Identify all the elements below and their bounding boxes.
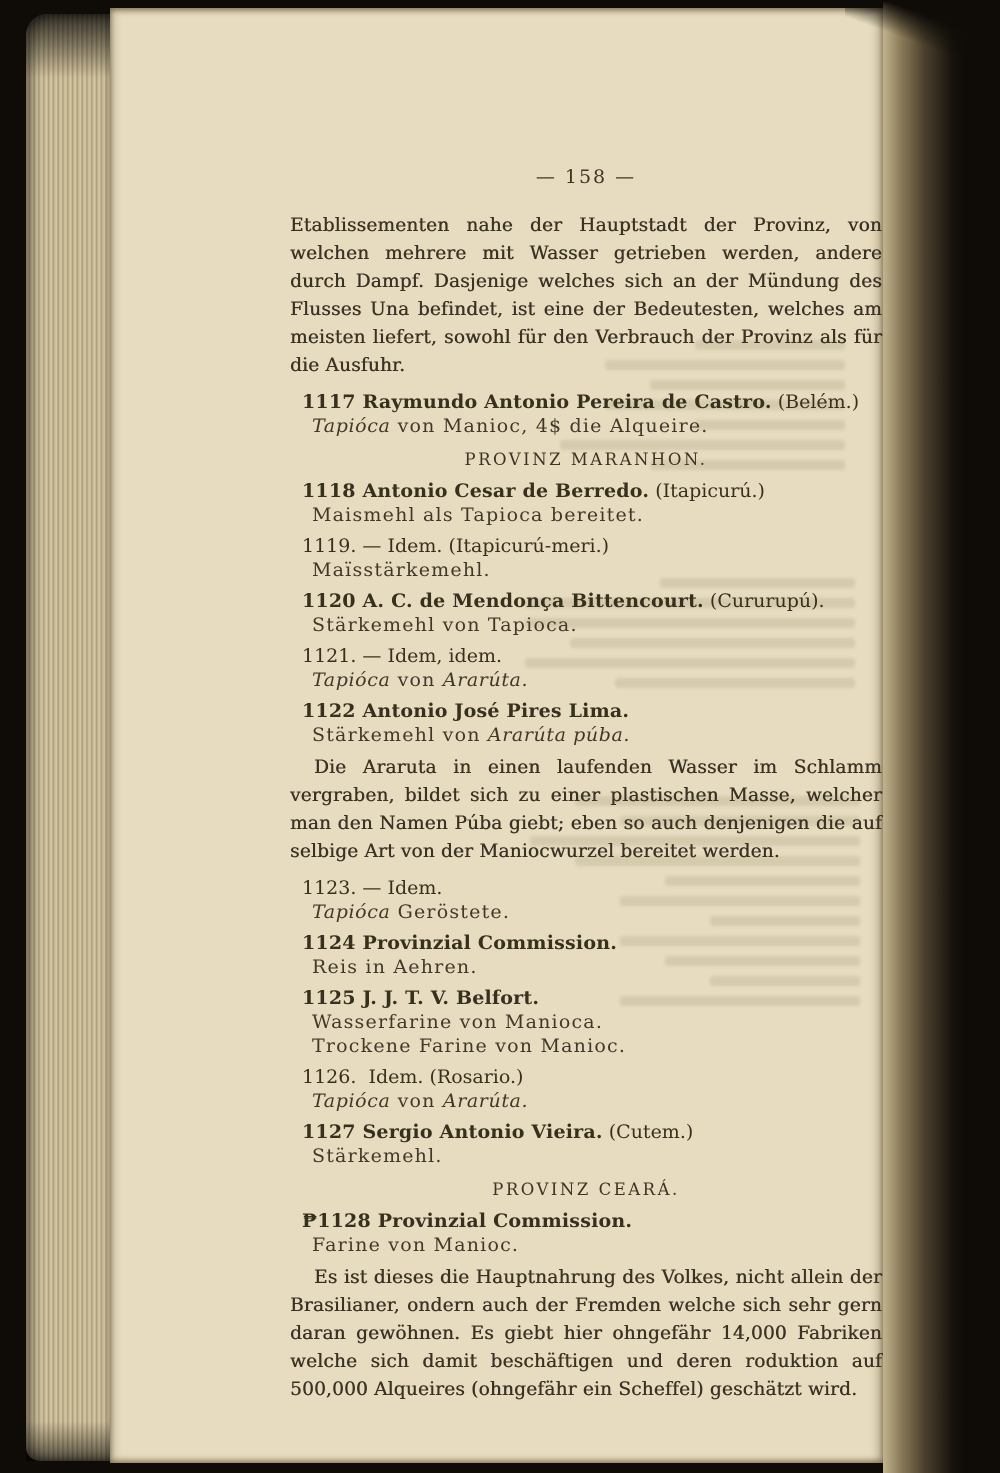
entry-heading (290, 931, 882, 955)
ceara-note-paragraph: Es ist dieses die Hauptnahrung des Volkes, nicht allein der Brasilianer, ondern auch der Fremden welche sich sehr gern daran gewöhnen. Es giebt hier ohngefähr 14,000 Fabriken welche sich damit beschäftigen und deren roduktion auf 500,000 Alqueires (ohngefähr ein Scheffel) geschätzt wird. (290, 1267, 882, 1400)
product-text: Farine von Manioc. (312, 1234, 520, 1256)
product-line (290, 668, 882, 692)
product-line (290, 613, 882, 637)
product-line (290, 1144, 882, 1168)
catalog-entry-1123 (290, 876, 882, 924)
product-italic: Tapióca (312, 669, 391, 691)
catalog-entry-1126 (290, 1065, 882, 1113)
exhibitor-name: 1127 Sergio Antonio Vieira. (302, 1121, 603, 1143)
product-line (290, 558, 882, 582)
product-italic: Ararúta púba. (487, 724, 631, 746)
entry-heading (290, 1120, 882, 1144)
exhibitor-name: 1125 J. J. T. V. Belfort. (302, 987, 540, 1009)
product-text: von Manioc, 4$ die Alqueire. (390, 415, 709, 437)
product-italic: Ararúta. (442, 669, 529, 691)
product-text: Stärkemehl. (312, 1145, 443, 1167)
catalog-entry-1119 (290, 534, 882, 582)
product-text: Geröstete. (390, 901, 511, 923)
product-line (290, 955, 882, 979)
product-line (290, 1034, 882, 1058)
product-italic: Ararúta. (442, 1090, 529, 1112)
exhibitor-name: 1118 Antonio Cesar de Berredo. (302, 480, 650, 502)
product-italic: Tapióca (312, 901, 391, 923)
page-number: — 158 — (535, 166, 637, 188)
product-text: Stärkemehl von Tapioca. (312, 614, 578, 636)
section-heading-maranhao: PROVINZ MARANHON. (464, 450, 708, 469)
page-text-block (290, 166, 882, 1414)
top-right-corner-shadow (845, 0, 965, 54)
book-page (110, 8, 883, 1463)
puba-note-paragraph: Die Araruta in einen laufenden Wasser im Schlamm vergraben, bildet sich zu einer plastischen Masse, welcher man den Namen Púba giebt; eben so auch denjenigen die auf selbige Art von der Maniocwurzel bereitet werden. (290, 757, 882, 862)
section-heading-ceara: PROVINZ CEARÁ. (492, 1180, 680, 1199)
exhibitor-location: (Cururupú). (703, 590, 825, 612)
intro-paragraph: Etablissementen nahe der Hauptstadt der Provinz, von welchen mehrere mit Wasser getrieben werden, andere durch Dampf. Dasjenige welches sich an der Mündung des Flusses Una befindet, ist eine der Bedeutesten, welches am meisten liefert, sowohl für den Verbrauch der Provinz als für die Ausfuhr. (290, 215, 882, 376)
catalog-entry-1127 (290, 1120, 882, 1168)
product-text: von (390, 669, 443, 691)
entry-heading (290, 479, 882, 503)
product-text: Maïsstärkemehl. (312, 559, 491, 581)
product-italic: Tapióca (312, 1090, 391, 1112)
entry-heading (290, 1065, 882, 1089)
catalog-entry-1128 (290, 1209, 882, 1257)
exhibitor-name: ₱1128 Provinzial Commission. (302, 1210, 633, 1232)
product-line (290, 723, 882, 747)
product-text: Trockene Farine von Manioc. (312, 1035, 627, 1057)
entry-heading (290, 534, 882, 558)
catalog-entry-1122 (290, 699, 882, 747)
catalog-entry-1117 (290, 390, 882, 438)
entry-idem-label: 1123. — Idem. (302, 877, 443, 899)
entry-idem-label: 1126. Idem. (Rosario.) (302, 1066, 524, 1088)
product-text: von (390, 1090, 443, 1112)
entry-idem-label: 1121. — Idem, idem. (302, 645, 503, 667)
product-line (290, 1089, 882, 1113)
exhibitor-location: (Cutem.) (602, 1121, 694, 1143)
entry-heading (290, 986, 882, 1010)
product-text: Stärkemehl von (312, 724, 488, 746)
exhibitor-location: (Itapicurú.) (649, 480, 765, 502)
product-line (290, 1233, 882, 1257)
catalog-entry-1121 (290, 644, 882, 692)
product-italic: Tapióca (312, 415, 391, 437)
product-line (290, 900, 882, 924)
entry-heading (290, 1209, 882, 1233)
entry-heading (290, 699, 882, 723)
product-text: Reis in Aehren. (312, 956, 478, 978)
entry-heading (290, 589, 882, 613)
exhibitor-name: 1122 Antonio José Pires Lima. (302, 700, 630, 722)
product-line (290, 414, 882, 438)
exhibitor-location: (Belém.) (771, 391, 860, 413)
catalog-entry-1120 (290, 589, 882, 637)
product-text: Wasserfarine von Manioca. (312, 1011, 604, 1033)
product-line (290, 1010, 882, 1034)
catalog-entry-1118 (290, 479, 882, 527)
exhibitor-name: 1117 Raymundo Antonio Pereira de Castro. (302, 391, 772, 413)
exhibitor-name: 1120 A. C. de Mendonça Bittencourt. (302, 590, 704, 612)
product-line (290, 503, 882, 527)
catalog-entry-1124 (290, 931, 882, 979)
entry-idem-label: 1119. — Idem. (Itapicurú-meri.) (302, 535, 610, 557)
entry-heading (290, 390, 882, 414)
entry-heading (290, 876, 882, 900)
catalog-entry-1125 (290, 986, 882, 1058)
product-text: Maismehl als Tapioca bereitet. (312, 504, 644, 526)
exhibitor-name: 1124 Provinzial Commission. (302, 932, 618, 954)
entry-heading (290, 644, 882, 668)
underlying-page-edge (883, 2, 963, 1473)
book-fore-edge-page-stack (26, 14, 112, 1461)
